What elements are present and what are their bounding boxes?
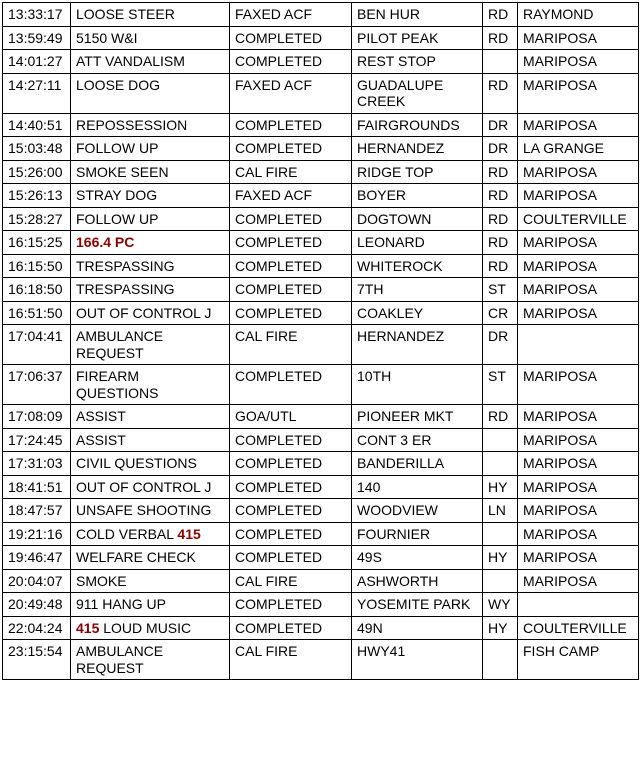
table-row <box>3 475 639 499</box>
city-cell <box>518 593 639 617</box>
city-cell: MARIPOSA <box>518 254 639 278</box>
table-row <box>3 365 639 405</box>
incident-text: WELFARE CHECK <box>76 549 196 565</box>
incident-cell <box>71 160 230 184</box>
incident-cell <box>71 73 230 113</box>
incident-cell <box>71 26 230 50</box>
city-cell: MARIPOSA <box>518 50 639 74</box>
incident-text: SMOKE <box>76 572 127 589</box>
table-row <box>3 546 639 570</box>
street-cell: 140 <box>352 475 483 499</box>
incident-cell <box>71 113 230 137</box>
incident-cell <box>71 301 230 325</box>
incident-text: FIREARM QUESTIONS <box>76 368 159 401</box>
street-suffix-cell <box>483 452 518 476</box>
city-cell: MARIPOSA <box>518 499 639 523</box>
street-cell: BANDERILLA <box>352 452 483 476</box>
time-cell: 16:15:50 <box>3 254 71 278</box>
incident-cell <box>71 499 230 523</box>
incident-text: LOOSE STEER <box>76 6 175 22</box>
disposition-cell: COMPLETED <box>230 207 352 231</box>
street-suffix-cell: RD <box>483 160 518 184</box>
incident-text: TRESPASSING <box>76 281 175 297</box>
table-row <box>3 301 639 325</box>
disposition-cell: COMPLETED <box>230 499 352 523</box>
incident-text: UNSAFE SHOOTING <box>76 502 212 518</box>
time-cell: 13:33:17 <box>3 3 71 27</box>
time-cell: 22:04:24 <box>3 616 71 640</box>
street-suffix-cell: DR <box>483 113 518 137</box>
table-row <box>3 254 639 278</box>
incident-cell <box>71 569 230 593</box>
incident-cell <box>71 3 230 27</box>
disposition-cell: COMPLETED <box>230 616 352 640</box>
incident-cell <box>71 593 230 617</box>
incident-cell <box>71 475 230 499</box>
time-cell: 14:40:51 <box>3 113 71 137</box>
street-cell: PIONEER MKT <box>352 405 483 429</box>
street-suffix-cell: RD <box>483 254 518 278</box>
table-row <box>3 207 639 231</box>
disposition-cell: COMPLETED <box>230 546 352 570</box>
table-row <box>3 160 639 184</box>
street-suffix-cell: HY <box>483 475 518 499</box>
time-cell: 17:24:45 <box>3 428 71 452</box>
disposition-cell: COMPLETED <box>230 231 352 255</box>
incident-text: AMBULANCE REQUEST <box>76 643 164 676</box>
penal-code-highlight: 415 <box>177 525 201 542</box>
city-cell: MARIPOSA <box>518 569 639 593</box>
time-cell: 16:51:50 <box>3 301 71 325</box>
incident-text: OUT OF CONTROL J <box>76 304 212 321</box>
incident-cell <box>71 278 230 302</box>
time-cell: 23:15:54 <box>3 640 71 680</box>
disposition-cell: COMPLETED <box>230 452 352 476</box>
penal-code-highlight: 415 <box>76 619 100 636</box>
disposition-cell: CAL FIRE <box>230 640 352 680</box>
penal-code-highlight: 166.4 PC <box>76 234 135 250</box>
table-row <box>3 499 639 523</box>
table-row <box>3 569 639 593</box>
incident-text: TRESPASSING <box>76 257 175 274</box>
city-cell: MARIPOSA <box>518 26 639 50</box>
incident-cell <box>71 616 230 640</box>
disposition-cell: COMPLETED <box>230 254 352 278</box>
city-cell: FISH CAMP <box>518 640 639 680</box>
disposition-cell: COMPLETED <box>230 26 352 50</box>
street-cell: WHITEROCK <box>352 254 483 278</box>
incident-cell <box>71 546 230 570</box>
table-row <box>3 325 639 365</box>
street-cell: HERNANDEZ <box>352 325 483 365</box>
incident-text: ATT VANDALISM <box>76 53 185 69</box>
disposition-cell: COMPLETED <box>230 278 352 302</box>
time-cell: 18:47:57 <box>3 499 71 523</box>
disposition-cell: CAL FIRE <box>230 569 352 593</box>
incident-text: REPOSSESSION <box>76 116 188 133</box>
city-cell: COULTERVILLE <box>518 616 639 640</box>
street-suffix-cell: RD <box>483 26 518 50</box>
incident-text: COLD VERBAL <box>76 525 178 542</box>
incident-cell <box>71 137 230 161</box>
disposition-cell: COMPLETED <box>230 522 352 546</box>
disposition-cell: FAXED ACF <box>230 73 352 113</box>
incident-log-body <box>3 3 639 680</box>
time-cell: 20:04:07 <box>3 569 71 593</box>
incident-text: CIVIL QUESTIONS <box>76 455 197 471</box>
street-suffix-cell <box>483 640 518 680</box>
street-cell: DOGTOWN <box>352 207 483 231</box>
incident-cell <box>71 254 230 278</box>
street-suffix-cell: RD <box>483 231 518 255</box>
incident-text: FOLLOW UP <box>76 140 159 156</box>
incident-cell <box>71 50 230 74</box>
disposition-cell: COMPLETED <box>230 137 352 161</box>
street-suffix-cell: ST <box>483 278 518 302</box>
incident-text: STRAY DOG <box>76 187 158 203</box>
table-row <box>3 3 639 27</box>
incident-text: LOOSE DOG <box>76 76 161 93</box>
disposition-cell: FAXED ACF <box>230 3 352 27</box>
disposition-cell: COMPLETED <box>230 50 352 74</box>
incident-text: ASSIST <box>76 431 126 448</box>
incident-cell <box>71 365 230 405</box>
time-cell: 20:49:48 <box>3 593 71 617</box>
street-cell: PILOT PEAK <box>352 26 483 50</box>
time-cell: 15:28:27 <box>3 207 71 231</box>
incident-text: FOLLOW UP <box>76 210 159 227</box>
incident-cell <box>71 522 230 546</box>
city-cell: MARIPOSA <box>518 278 639 302</box>
street-cell: ASHWORTH <box>352 569 483 593</box>
street-cell: LEONARD <box>352 231 483 255</box>
street-suffix-cell: RD <box>483 207 518 231</box>
street-suffix-cell <box>483 522 518 546</box>
time-cell: 17:08:09 <box>3 405 71 429</box>
incident-cell <box>71 452 230 476</box>
disposition-cell: COMPLETED <box>230 475 352 499</box>
table-row <box>3 184 639 208</box>
table-row <box>3 73 639 113</box>
incident-cell <box>71 640 230 680</box>
street-cell: WOODVIEW <box>352 499 483 523</box>
street-cell: 49S <box>352 546 483 570</box>
table-row <box>3 231 639 255</box>
incident-log-table <box>2 2 639 680</box>
disposition-cell: CAL FIRE <box>230 325 352 365</box>
street-suffix-cell: RD <box>483 184 518 208</box>
street-cell: HERNANDEZ <box>352 137 483 161</box>
street-suffix-cell: HY <box>483 546 518 570</box>
street-cell: BOYER <box>352 184 483 208</box>
street-suffix-cell: CR <box>483 301 518 325</box>
incident-cell <box>71 405 230 429</box>
street-suffix-cell: RD <box>483 73 518 113</box>
street-cell: BEN HUR <box>352 3 483 27</box>
time-cell: 17:31:03 <box>3 452 71 476</box>
incident-text: SMOKE SEEN <box>76 163 169 180</box>
disposition-cell: COMPLETED <box>230 301 352 325</box>
street-suffix-cell: RD <box>483 405 518 429</box>
incident-cell <box>71 428 230 452</box>
incident-cell <box>71 325 230 365</box>
disposition-cell: GOA/UTL <box>230 405 352 429</box>
time-cell: 16:18:50 <box>3 278 71 302</box>
city-cell: MARIPOSA <box>518 522 639 546</box>
city-cell: COULTERVILLE <box>518 207 639 231</box>
city-cell: MARIPOSA <box>518 405 639 429</box>
street-cell: COAKLEY <box>352 301 483 325</box>
street-cell: 7TH <box>352 278 483 302</box>
city-cell <box>518 325 639 365</box>
city-cell: RAYMOND <box>518 3 639 27</box>
street-cell: RIDGE TOP <box>352 160 483 184</box>
city-cell: MARIPOSA <box>518 475 639 499</box>
time-cell: 14:27:11 <box>3 73 71 113</box>
incident-text: LOUD MUSIC <box>99 619 192 636</box>
city-cell: MARIPOSA <box>518 231 639 255</box>
table-row <box>3 26 639 50</box>
street-suffix-cell: WY <box>483 593 518 617</box>
city-cell: MARIPOSA <box>518 365 639 405</box>
city-cell: MARIPOSA <box>518 113 639 137</box>
time-cell: 19:46:47 <box>3 546 71 570</box>
time-cell: 16:15:25 <box>3 231 71 255</box>
table-row <box>3 593 639 617</box>
street-suffix-cell: LN <box>483 499 518 523</box>
table-row <box>3 50 639 74</box>
time-cell: 15:26:13 <box>3 184 71 208</box>
disposition-cell: CAL FIRE <box>230 160 352 184</box>
street-suffix-cell: RD <box>483 3 518 27</box>
incident-text: ASSIST <box>76 408 126 424</box>
street-cell: REST STOP <box>352 50 483 74</box>
city-cell: LA GRANGE <box>518 137 639 161</box>
street-suffix-cell: DR <box>483 325 518 365</box>
time-cell: 13:59:49 <box>3 26 71 50</box>
street-cell: 49N <box>352 616 483 640</box>
street-cell: FOURNIER <box>352 522 483 546</box>
street-suffix-cell <box>483 50 518 74</box>
table-row <box>3 137 639 161</box>
table-row <box>3 452 639 476</box>
time-cell: 18:41:51 <box>3 475 71 499</box>
incident-cell <box>71 231 230 255</box>
city-cell: MARIPOSA <box>518 546 639 570</box>
street-suffix-cell <box>483 428 518 452</box>
time-cell: 19:21:16 <box>3 522 71 546</box>
disposition-cell: COMPLETED <box>230 365 352 405</box>
table-row <box>3 522 639 546</box>
city-cell: MARIPOSA <box>518 160 639 184</box>
street-cell: 10TH <box>352 365 483 405</box>
city-cell: MARIPOSA <box>518 301 639 325</box>
incident-text: AMBULANCE REQUEST <box>76 328 164 361</box>
table-row <box>3 616 639 640</box>
street-cell: CONT 3 ER <box>352 428 483 452</box>
incident-cell <box>71 207 230 231</box>
street-cell: HWY41 <box>352 640 483 680</box>
table-row <box>3 405 639 429</box>
incident-text: 5150 W&I <box>76 29 138 46</box>
city-cell: MARIPOSA <box>518 184 639 208</box>
time-cell: 17:06:37 <box>3 365 71 405</box>
table-row <box>3 113 639 137</box>
street-suffix-cell: ST <box>483 365 518 405</box>
disposition-cell: COMPLETED <box>230 428 352 452</box>
table-row <box>3 640 639 680</box>
street-cell: YOSEMITE PARK <box>352 593 483 617</box>
street-suffix-cell <box>483 569 518 593</box>
street-cell: FAIRGROUNDS <box>352 113 483 137</box>
city-cell: MARIPOSA <box>518 452 639 476</box>
table-row <box>3 428 639 452</box>
time-cell: 14:01:27 <box>3 50 71 74</box>
incident-text: OUT OF CONTROL J <box>76 478 212 495</box>
time-cell: 15:26:00 <box>3 160 71 184</box>
disposition-cell: COMPLETED <box>230 593 352 617</box>
street-suffix-cell: DR <box>483 137 518 161</box>
street-suffix-cell: HY <box>483 616 518 640</box>
incident-text: 911 HANG UP <box>76 596 166 612</box>
disposition-cell: FAXED ACF <box>230 184 352 208</box>
time-cell: 17:04:41 <box>3 325 71 365</box>
city-cell: MARIPOSA <box>518 73 639 113</box>
city-cell: MARIPOSA <box>518 428 639 452</box>
disposition-cell: COMPLETED <box>230 113 352 137</box>
time-cell: 15:03:48 <box>3 137 71 161</box>
incident-cell <box>71 184 230 208</box>
street-cell: GUADALUPE CREEK <box>352 73 483 113</box>
table-row <box>3 278 639 302</box>
